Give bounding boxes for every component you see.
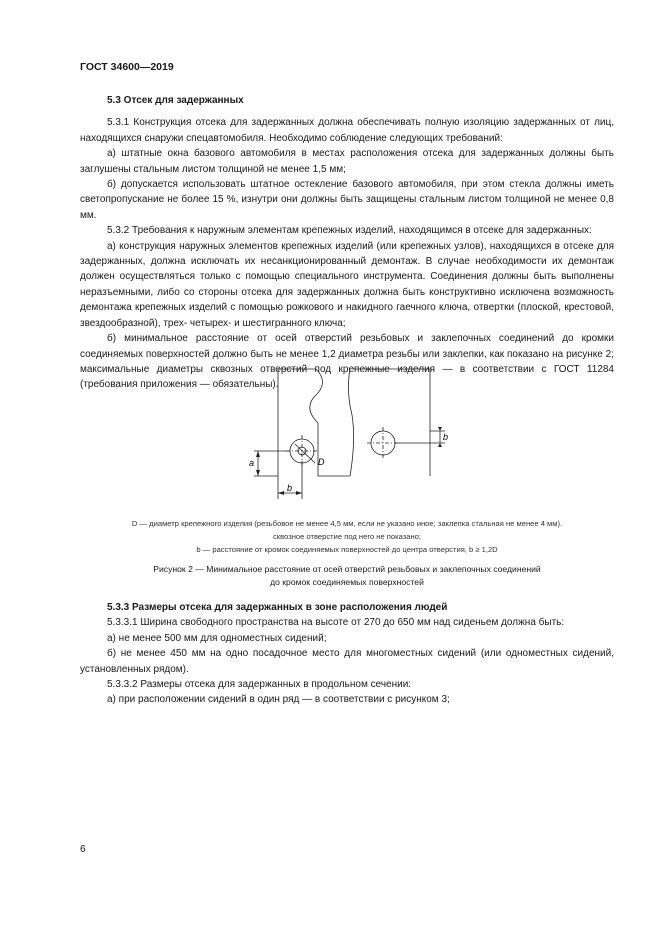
paragraph: б) не менее 450 мм на одно посадочное место для многоместных сидений (или одноместных сидений, установленных рядом). (80, 648, 614, 675)
caption-line-2: до кромок соединяемых поверхностей (270, 576, 424, 587)
paragraph: б) минимальное расстояние от осей отверстий резьбовых и заклепочных соединений до кромки соединяемых поверхностей должно быть не менее 1,2 диаметра резьбы или заклепки, как показано на рисунке 2; максимальные диаметры сквозных отверстий под крепежные изделия — в соответствии с ГОСТ 11284 (требования приложения — обязательны). (80, 333, 614, 391)
d-leader (295, 444, 315, 463)
figure-legend (80, 517, 614, 556)
legend-line: D — диаметр крепежного изделия (резьбовое не менее 4,5 мм, если не указано иное; заклепка стальная не менее 4 мм). (131, 519, 563, 528)
right-plate-outline (348, 369, 445, 476)
paragraph: а) не менее 500 мм для одноместных сидений; (107, 632, 327, 644)
left-plate-outline (278, 369, 350, 499)
caption-line-1: Рисунок 2 — Минимальное расстояние от осей отверстий резьбовых и заклепочных соединений (153, 564, 541, 574)
paragraph: а) штатные окна базового автомобиля в местах расположения отсека для задержанных должны быть заглушены стальным листом толщиной не менее 1,5 мм; (80, 148, 614, 175)
label-d: D (318, 457, 325, 467)
section-heading: 5.3 Отсек для задержанных (107, 95, 244, 106)
section-heading: 5.3.3 Размеры отсека для задержанных в зоне расположения людей (107, 602, 448, 613)
paragraph: а) конструкция наружных элементов крепежных изделий (или крепежных узлов), находящихся в отсеке для задержанных, должна исключать их несанкционированный демонтаж. В случае необходимости их демонтаж должен осуществляться только с помощью специального инструмента. Соединения должны быть выполнены неразъемными, либо со стороны отсека для задержанных должна быть конструктивно исключена возможность демонтажа крепежных изделий с помощью рожкового и накидного гаечного ключа, отвертки (плоской, крестовой, звездообразной), трех- четырех- и шестигранного ключа; (80, 240, 614, 329)
label-b-right: b (443, 432, 449, 442)
label-a: a (249, 458, 255, 468)
page-number: 6 (80, 844, 86, 855)
section-5-3 (80, 93, 614, 393)
legend-line: b — расстояние от кромок соединяемых поверхностей до центра отверстия, b ≥ 1,2D (196, 545, 498, 554)
figure-caption (80, 563, 614, 588)
paragraph: а) при расположении сидений в один ряд — в соответствии с рисунком 3; (107, 694, 450, 706)
paragraph: 5.3.2 Требования к наружным элементам крепежных изделий, находящимся в отсеке для задержанных: (107, 225, 592, 237)
section-5-3-3 (80, 600, 614, 708)
legend-line: сквозное отверстие под него не показано; (273, 532, 421, 541)
document-header: ГОСТ 34600—2019 (80, 61, 174, 73)
paragraph: 5.3.3.1 Ширина свободного пространства на высоте от 270 до 650 мм над сиденьем должна быть: (107, 617, 565, 629)
figure-2-drawing (240, 361, 460, 511)
paragraph: б) допускается использовать штатное остекление базового автомобиля, при этом стекла должны иметь светопропускание не более 15 %, изнутри они должны быть защищены стальным листом толщиной не менее 0,8 мм. (80, 179, 614, 221)
label-b-bottom: b (287, 483, 293, 493)
paragraph: 5.3.1 Конструкция отсека для задержанных должна обеспечивать полную изоляцию задержанных от лиц, находящихся снаружи спецавтомобиля. Необходимо соблюдение следующих требований: (80, 117, 614, 144)
paragraph: 5.3.3.2 Размеры отсека для задержанных в продольном сечении: (107, 679, 412, 691)
